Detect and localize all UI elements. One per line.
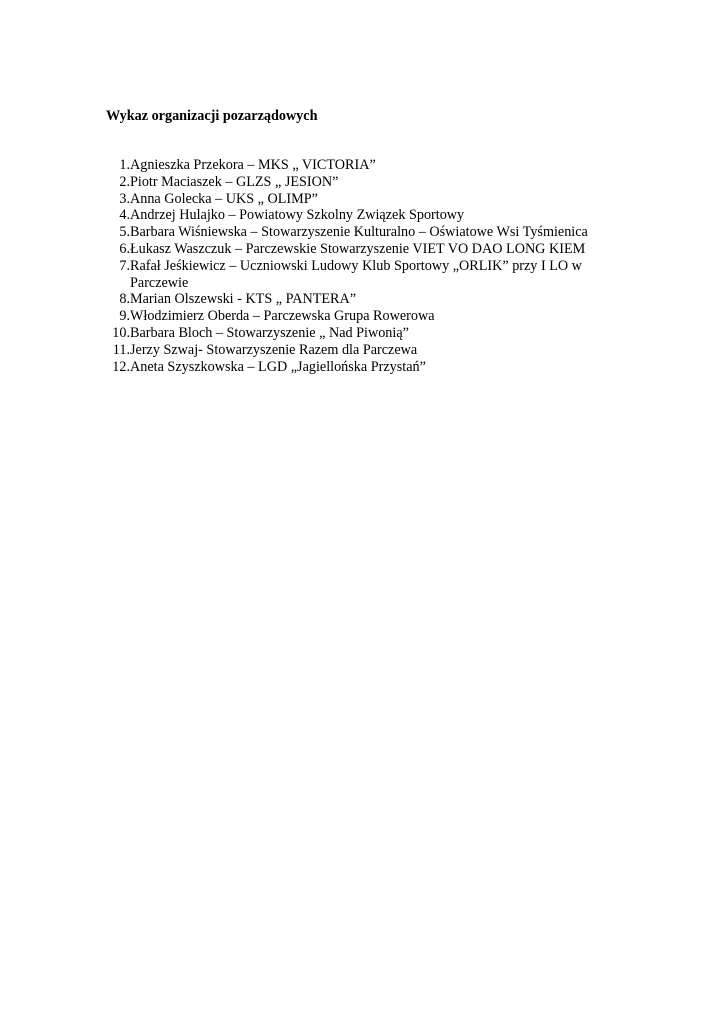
list-item-number: 4. — [119, 207, 130, 224]
list-item — [106, 308, 626, 325]
list-item-text: Łukasz Waszczuk – Parczewskie Stowarzyszenie VIET VO DAO LONG KIEM — [130, 240, 586, 257]
list-item-text: Agnieszka Przekora – MKS „ VICTORIA” — [130, 157, 376, 173]
list-item-number: 9. — [119, 308, 130, 325]
list-item-text: Andrzej Hulajko – Powiatowy Szkolny Związek Sportowy — [130, 207, 465, 224]
list-item-text: Aneta Szyszkowska – LGD „Jagiellońska Przystań” — [130, 358, 426, 375]
list-item-number: 11. — [112, 341, 130, 358]
list-item-text: Rafał Jeśkiewicz – Uczniowski Ludowy Klub Sportowy „ORLIK” przy I LO w Parczewie — [130, 257, 582, 291]
list-item — [106, 224, 626, 241]
list-item — [106, 258, 626, 292]
list-item-number: 1. — [119, 157, 130, 173]
list-item-text: Barbara Bloch – Stowarzyszenie „ Nad Piwonią” — [130, 324, 409, 341]
list-item — [106, 157, 626, 174]
list-item — [106, 207, 626, 224]
list-item-text: Jerzy Szwaj- Stowarzyszenie Razem dla Parczewa — [130, 341, 418, 358]
list-item-text: Marian Olszewski - KTS „ PANTERA” — [130, 291, 357, 308]
list-item-number: 3. — [119, 190, 130, 207]
list-item — [106, 342, 626, 359]
list-item-number: 7. — [119, 257, 130, 274]
list-item-number: 5. — [119, 224, 130, 241]
list-item-number: 10. — [112, 324, 130, 341]
organization-list — [106, 157, 626, 375]
list-item — [106, 325, 626, 342]
list-item-text: Anna Golecka – UKS „ OLIMP” — [130, 190, 318, 207]
list-item-number: 8. — [119, 291, 130, 308]
list-item-text: Piotr Maciaszek – GLZS „ JESION” — [130, 173, 339, 190]
list-item — [106, 241, 626, 258]
list-item — [106, 359, 626, 376]
list-item-number: 12. — [112, 358, 130, 375]
list-item-number: 2. — [119, 173, 130, 190]
list-item-text: Włodzimierz Oberda – Parczewska Grupa Rowerowa — [130, 308, 435, 325]
list-item — [106, 191, 626, 208]
list-item-number: 6. — [119, 240, 130, 257]
list-item — [106, 291, 626, 308]
document-title: Wykaz organizacji pozarządowych — [106, 108, 318, 124]
list-item — [106, 174, 626, 191]
list-item-text: Barbara Wiśniewska – Stowarzyszenie Kulturalno – Oświatowe Wsi Tyśmienica — [130, 224, 588, 241]
